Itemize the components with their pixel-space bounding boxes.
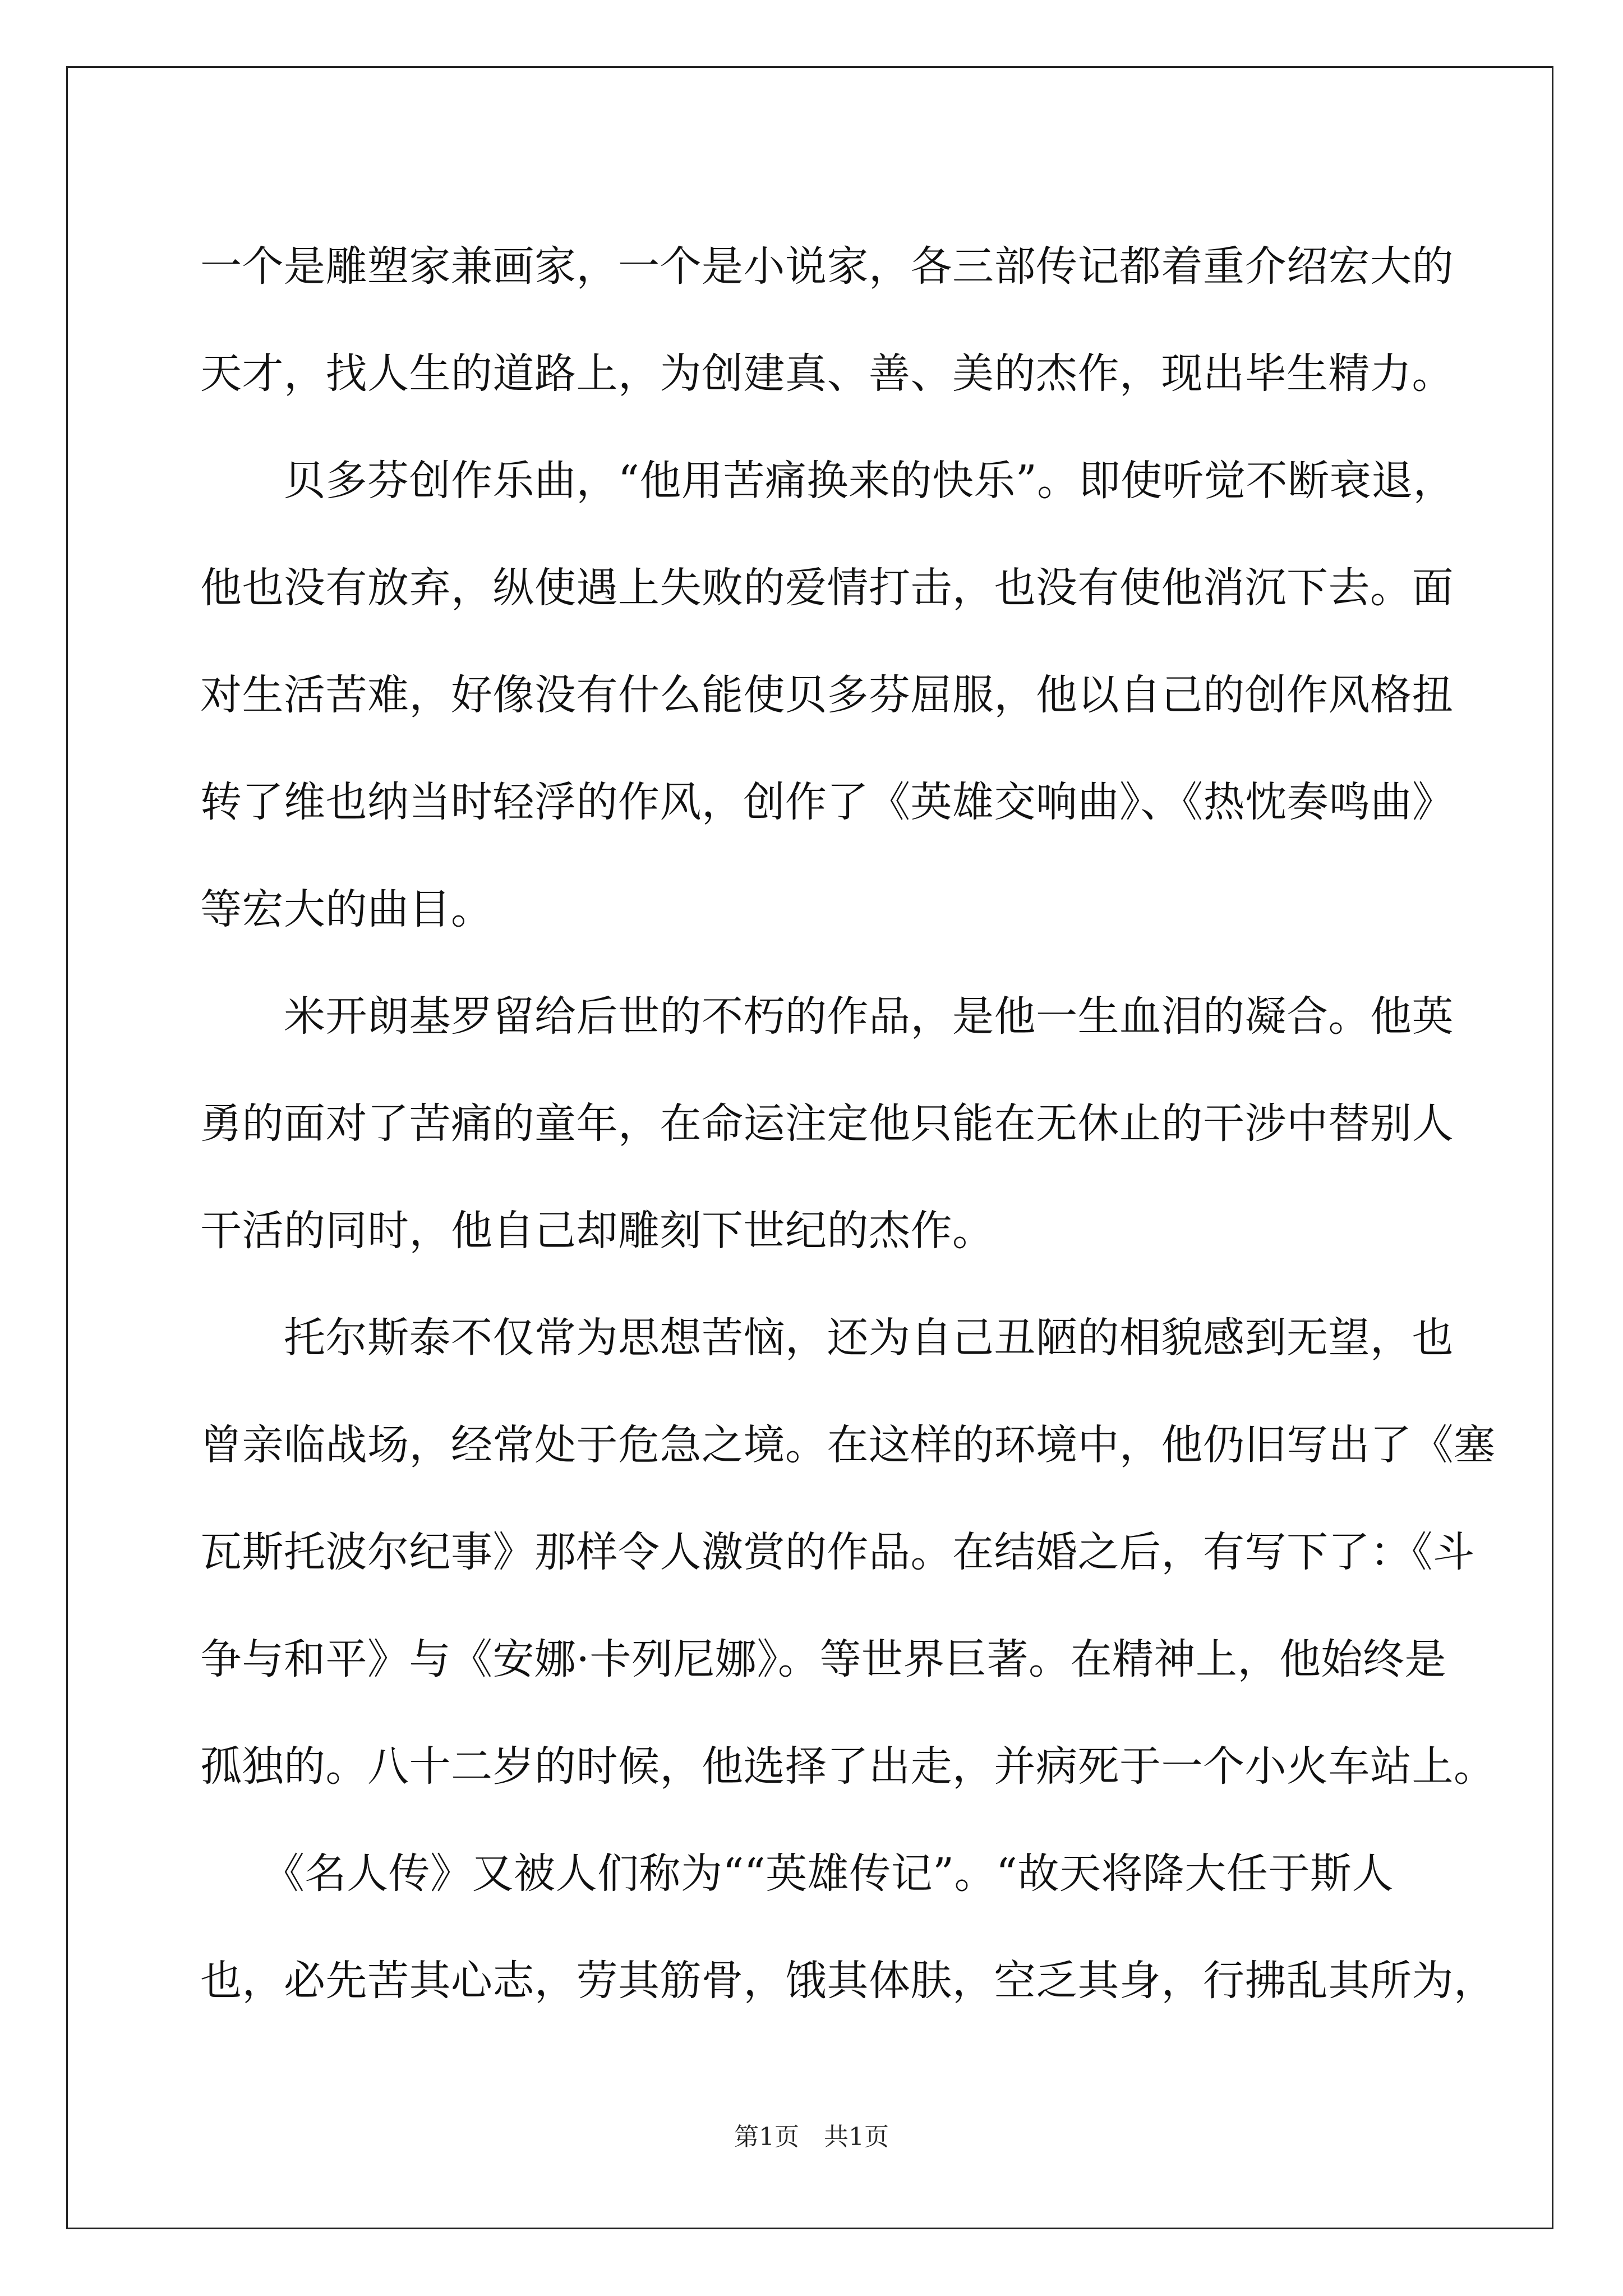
page-number-footer: 第1页 共1页	[734, 2123, 889, 2151]
text-line: 天才，找人生的道路上，为创建真、善、美的杰作，现出毕生精力。	[200, 349, 1454, 398]
text-line: 他也没有放弃，纵使遇上失败的爱情打击，也没有使他消沉下去。面	[200, 564, 1454, 612]
text-line: 转了维也纳当时轻浮的作风，创作了《英雄交响曲》、《热忱奏鸣曲》	[200, 778, 1454, 826]
document-body	[200, 213, 1496, 2035]
text-line: 《名人传》又被人们称为““英雄传记”。“故天将降大任于斯人	[200, 1849, 1394, 1898]
text-line: 米开朗基罗留给后世的不朽的作品，是他一生血泪的凝合。他英	[200, 992, 1454, 1041]
text-line: 勇的面对了苦痛的童年，在命运注定他只能在无休止的干涉中替别人	[200, 1099, 1454, 1148]
text-line: 干活的同时，他自己却雕刻下世纪的杰作。	[200, 1207, 994, 1255]
text-line: 贝多芬创作乐曲，“他用苦痛换来的快乐”。即使听觉不断衰退，	[200, 457, 1455, 505]
text-line: 瓦斯托波尔纪事》那样令人激赏的作品。在结婚之后，有写下了：《斗	[200, 1528, 1475, 1576]
text-line: 对生活苦难，好像没有什么能使贝多芬屈服，他以自己的创作风格扭	[200, 671, 1454, 719]
text-line: 争与和平》与《安娜·卡列尼娜》。等世界巨著。在精神上，他始终是	[200, 1635, 1447, 1683]
text-line: 孤独的。八十二岁的时候，他选择了出走，并病死于一个小火车站上。	[200, 1742, 1496, 1791]
text-line: 也，必先苦其心志，劳其筋骨，饿其体肤，空乏其身，行拂乱其所为，	[200, 1957, 1496, 2005]
text-line: 一个是雕塑家兼画家，一个是小说家，各三部传记都着重介绍宏大的	[200, 242, 1454, 291]
text-line: 曾亲临战场，经常处于危急之境。在这样的环境中，他仍旧写出了《塞	[200, 1421, 1496, 1469]
text-line: 等宏大的曲目。	[200, 885, 493, 933]
text-line: 托尔斯泰不仅常为思想苦恼，还为自己丑陋的相貌感到无望，也	[200, 1314, 1454, 1362]
